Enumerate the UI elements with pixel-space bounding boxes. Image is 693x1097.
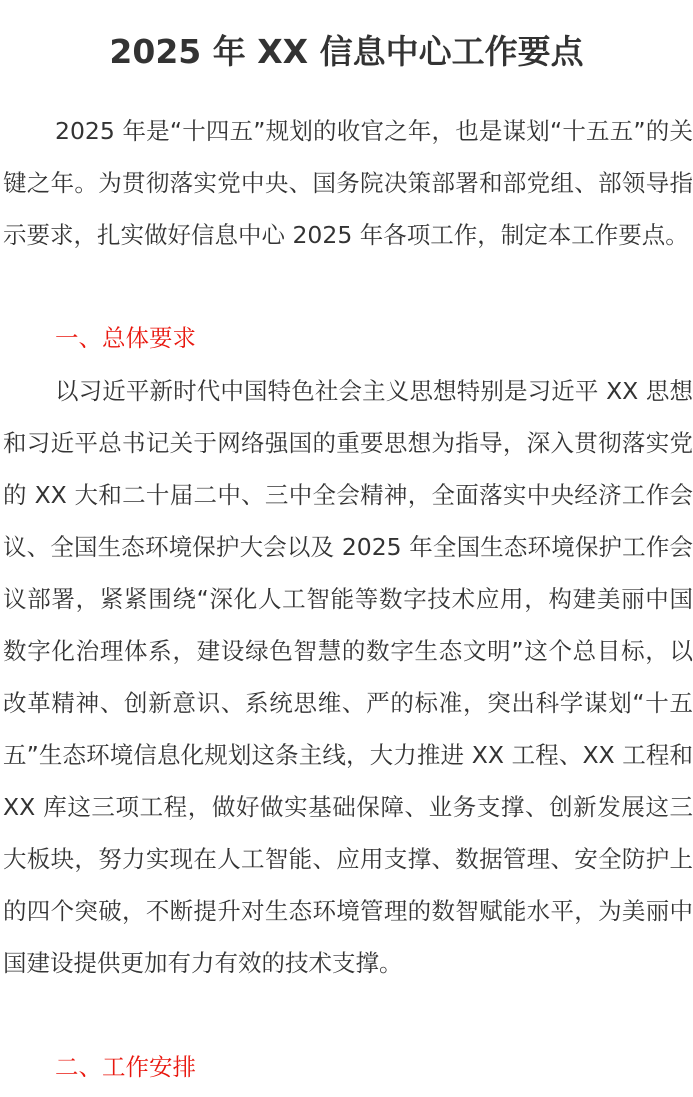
intro-paragraph: 2025 年是“十四五”规划的收官之年，也是谋划“十五五”的关键之年。为贯彻落实党中央、国务院决策部署和部党组、部领导指示要求，扎实做好信息中心 2025 年各项工作，制定本工作要点。: [3, 117, 693, 249]
section-heading-work-arrangements: 二、工作安排: [55, 1053, 196, 1081]
section-heading-overall-requirements: 一、总体要求: [55, 324, 196, 352]
document-title: 2025 年 XX 信息中心工作要点: [109, 32, 584, 71]
section-body-overall-requirements: 以习近平新时代中国特色社会主义思想特别是习近平 XX 思想和习近平总书记关于网络强国的重要思想为指导，深入贯彻落实党的 XX 大和二十届二中、三中全会精神，全面落实中央经济工作会议、全国生态环境保护大会以及 2025 年全国生态环境保护工作会议部署，紧紧围绕“深化人工智能等数字技术应用，构建美丽中国数字化治理体系，建设绿色智慧的数字生态文明”这个总目标，以改革精神、创新意识、系统思维、严的标准，突出科学谋划“十五五”生态环境信息化规划这条主线，大力推进 XX 工程、XX 工程和 XX 库这三项工程，做好做实基础保障、业务支撑、创新发展这三大板块，努力实现在人工智能、应用支撑、数据管理、安全防护上的四个突破，不断提升对生态环境管理的数智赋能水平，为美丽中国建设提供更加有力有效的技术支撑。: [3, 377, 693, 977]
